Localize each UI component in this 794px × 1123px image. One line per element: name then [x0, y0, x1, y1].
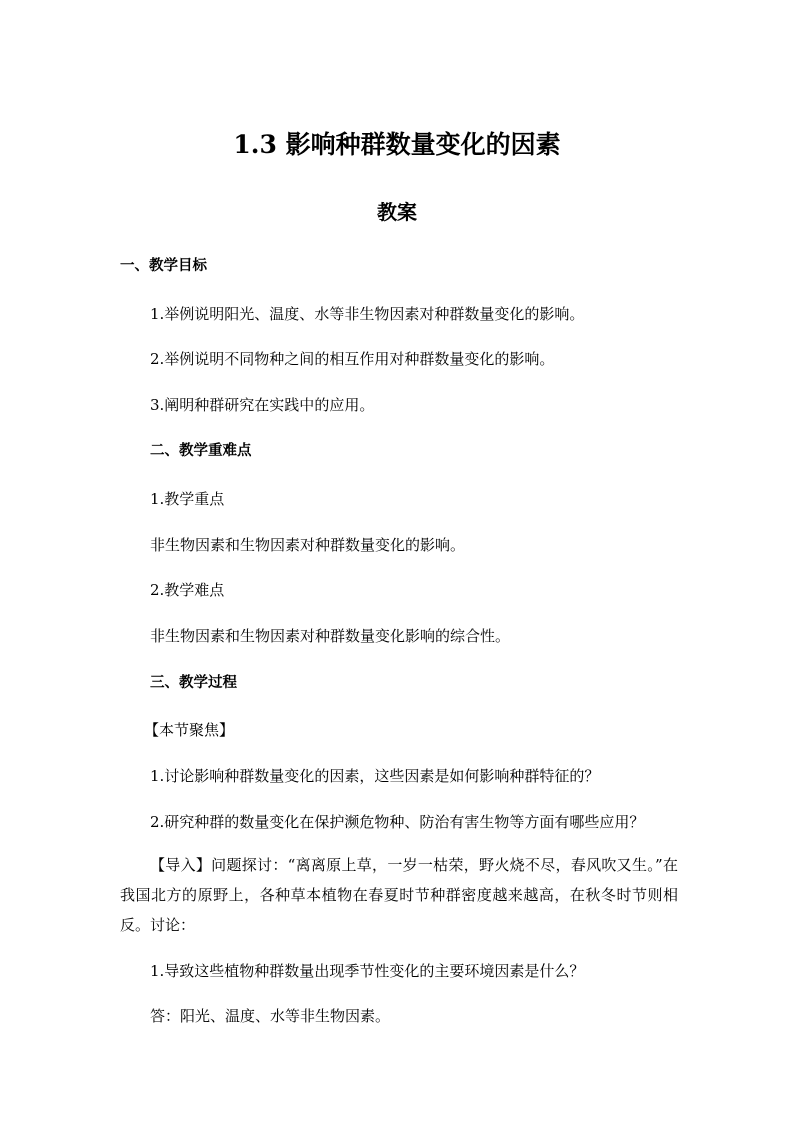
objective-item-1: 1.举例说明阳光、温度、水等非生物因素对种群数量变化的影响。	[150, 305, 585, 323]
objective-item-2: 2.举例说明不同物种之间的相互作用对种群数量变化的影响。	[150, 350, 555, 368]
objective-item-3: 3.阐明种群研究在实践中的应用。	[150, 396, 375, 414]
intro-paragraph: 【导入】问题探讨：“离离原上草，一岁一枯荣，野火烧不尽，春风吹又生。”在我国北方的原野上，各种草本植物在春夏时节种群密度越来越高，在秋冬时节则相反。讨论：	[120, 856, 678, 934]
focus-item-2: 2.研究种群的数量变化在保护濒危物种、防治有害生物等方面有哪些应用？	[150, 813, 645, 831]
section-heading-process: 三、教学过程	[150, 674, 237, 691]
discussion-question-1: 1.导致这些植物种群数量出现季节性变化的主要环境因素是什么？	[150, 962, 585, 980]
focus-label: 【本节聚焦】	[144, 721, 235, 739]
discussion-answer-1: 答：阳光、温度、水等非生物因素。	[150, 1007, 391, 1025]
section-heading-objectives: 一、教学目标	[120, 257, 207, 274]
key-point-text: 非生物因素和生物因素对种群数量变化的影响。	[150, 536, 466, 554]
document-subtitle: 教案	[377, 200, 417, 224]
section-heading-key-points: 二、教学重难点	[150, 442, 252, 459]
focus-item-1: 1.讨论影响种群数量变化的因素，这些因素是如何影响种群特征的？	[150, 767, 600, 785]
document-title: 1.3 影响种群数量变化的因素	[233, 130, 561, 159]
key-point-label: 1.教学重点	[150, 490, 225, 508]
difficulty-label: 2.教学难点	[150, 581, 225, 599]
difficulty-text: 非生物因素和生物因素对种群数量变化影响的综合性。	[150, 627, 511, 645]
